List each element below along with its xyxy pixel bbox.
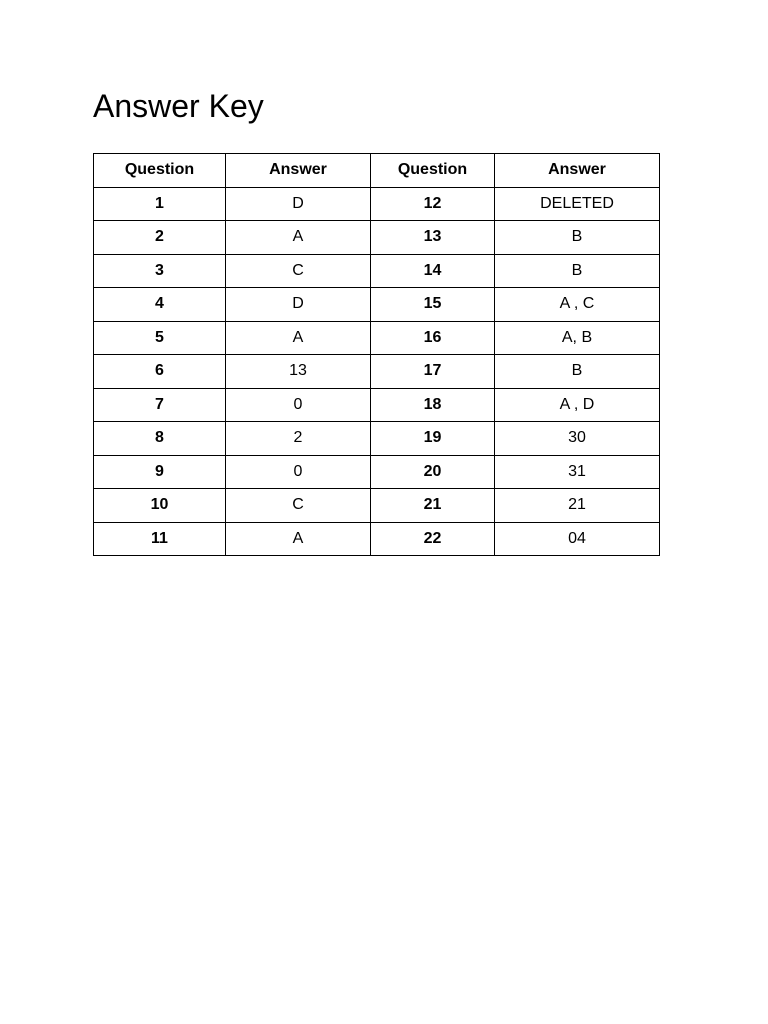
answer-value: B [495, 355, 660, 389]
table-row [94, 388, 660, 422]
answer-value: 0 [226, 388, 371, 422]
question-number: 1 [94, 187, 226, 221]
answer-value: A [226, 522, 371, 556]
answer-value: 2 [226, 422, 371, 456]
answer-value: C [226, 489, 371, 523]
answer-value: B [495, 254, 660, 288]
question-number: 3 [94, 254, 226, 288]
answer-value: 04 [495, 522, 660, 556]
table-row [94, 422, 660, 456]
question-number: 7 [94, 388, 226, 422]
header-question-left: Question [94, 154, 226, 188]
answer-value: B [495, 221, 660, 255]
answer-value: 21 [495, 489, 660, 523]
question-number: 6 [94, 355, 226, 389]
question-number: 5 [94, 321, 226, 355]
table-row [94, 187, 660, 221]
answer-value: D [226, 288, 371, 322]
table-header-row [94, 154, 660, 188]
answer-value: 13 [226, 355, 371, 389]
header-question-right: Question [371, 154, 495, 188]
answer-value: A , D [495, 388, 660, 422]
question-number: 11 [94, 522, 226, 556]
question-number: 10 [94, 489, 226, 523]
question-number: 15 [371, 288, 495, 322]
answer-value: 31 [495, 455, 660, 489]
answer-value: 30 [495, 422, 660, 456]
header-answer-right: Answer [495, 154, 660, 188]
answer-value: A [226, 221, 371, 255]
table-row [94, 522, 660, 556]
answer-value: A [226, 321, 371, 355]
header-answer-left: Answer [226, 154, 371, 188]
question-number: 22 [371, 522, 495, 556]
question-number: 14 [371, 254, 495, 288]
page-title: Answer Key [93, 88, 264, 124]
answer-value: A , C [495, 288, 660, 322]
question-number: 16 [371, 321, 495, 355]
table-row [94, 288, 660, 322]
question-number: 19 [371, 422, 495, 456]
question-number: 13 [371, 221, 495, 255]
table-row [94, 355, 660, 389]
answer-value: D [226, 187, 371, 221]
question-number: 21 [371, 489, 495, 523]
answer-value: C [226, 254, 371, 288]
question-number: 4 [94, 288, 226, 322]
table-row [94, 455, 660, 489]
table-row [94, 489, 660, 523]
question-number: 12 [371, 187, 495, 221]
table-row [94, 254, 660, 288]
question-number: 2 [94, 221, 226, 255]
question-number: 8 [94, 422, 226, 456]
answer-key-table [93, 153, 660, 556]
question-number: 17 [371, 355, 495, 389]
table-row [94, 221, 660, 255]
answer-value: A, B [495, 321, 660, 355]
question-number: 18 [371, 388, 495, 422]
question-number: 20 [371, 455, 495, 489]
table-row [94, 321, 660, 355]
answer-value: 0 [226, 455, 371, 489]
question-number: 9 [94, 455, 226, 489]
answer-value: DELETED [495, 187, 660, 221]
